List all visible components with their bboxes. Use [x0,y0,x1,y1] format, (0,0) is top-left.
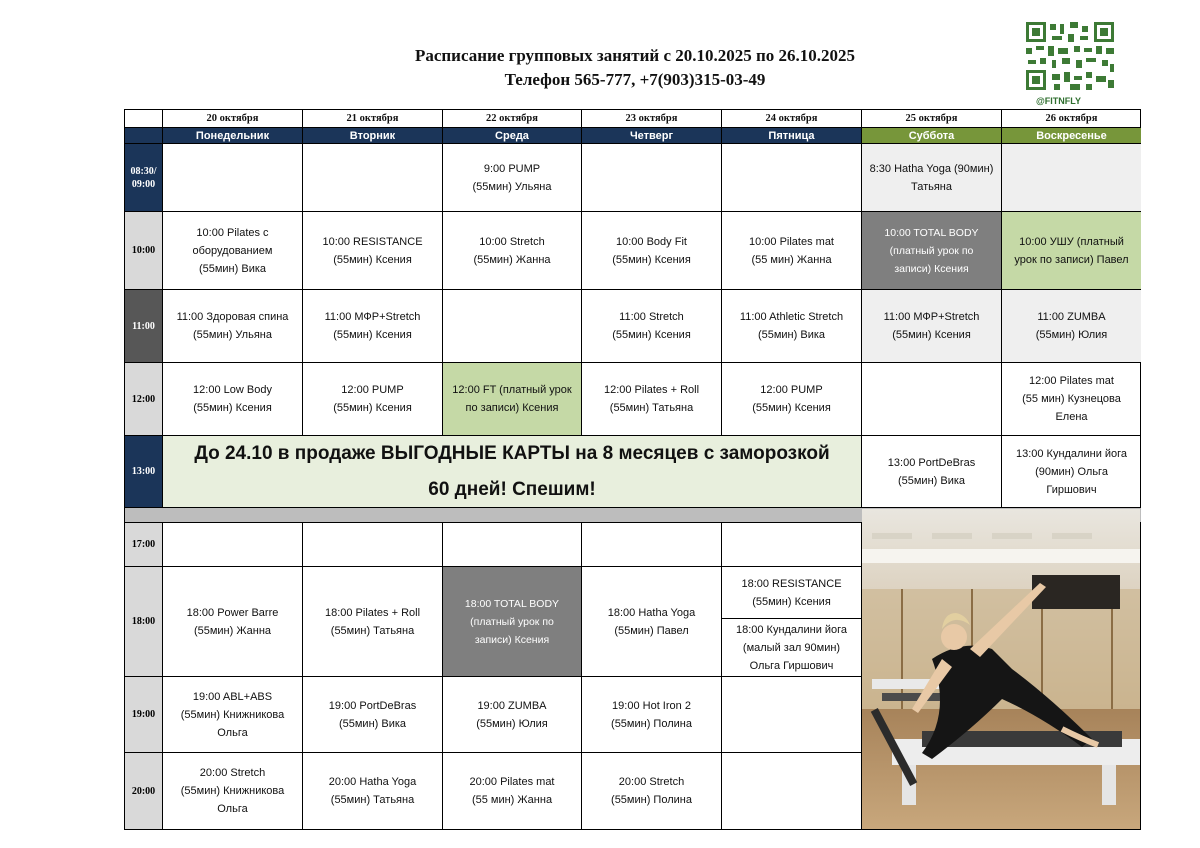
class-cell: 10:00 Stretch (55мин) Жанна [443,212,582,290]
class-cell: 11:00 МФР+Stretch (55мин) Ксения [862,290,1002,363]
class-cell: 20:00 Pilates mat (55 мин) Жанна [443,753,582,829]
time-1300: 13:00 [125,436,163,508]
date-header-thu: 23 октября [582,110,722,128]
date-header-mon: 20 октября [163,110,303,128]
class-cell-paid: 10:00 TOTAL BODY (платный урок по записи) Ксения [862,212,1002,290]
class-cell: 19:00 Hot Iron 2 (55мин) Полина [582,677,722,753]
class-cell: 8:30 Hatha Yoga (90мин) Татьяна [862,144,1002,212]
date-from: 20.10.2025 [675,46,752,65]
class-cell [1002,144,1141,212]
class-cell-paid: 18:00 TOTAL BODY (платный урок по записи) Ксения [443,567,582,677]
date-to: 26.10.2025 [778,46,856,65]
class-cell: 20:00 Stretch (55мин) Книжникова Ольга [163,753,303,829]
class-cell: 11:00 ZUMBA (55мин) Юлия [1002,290,1141,363]
date-header-wed: 22 октября [443,110,582,128]
pilates-reformer-photo [862,509,1140,829]
class-cell: 12:00 PUMP (55мин) Ксения [722,363,862,436]
class-cell: 11:00 МФР+Stretch (55мин) Ксения [303,290,443,363]
time-1700: 17:00 [125,523,163,567]
class-cell [163,144,303,212]
day-header-tue: Вторник [303,128,443,144]
class-cell [443,290,582,363]
class-cell [582,144,722,212]
time-2000: 20:00 [125,753,163,829]
day-header-thu: Четверг [582,128,722,144]
class-cell: 20:00 Hatha Yoga (55мин) Татьяна [303,753,443,829]
qr-code-icon [1024,20,1116,92]
class-cell [163,523,303,567]
class-cell: 12:00 PUMP (55мин) Ксения [303,363,443,436]
class-cell [582,523,722,567]
class-cell: 11:00 Athletic Stretch (55мин) Вика [722,290,862,363]
title-mid: по [756,46,775,65]
day-header-wed: Среда [443,128,582,144]
promo-banner: До 24.10 в продаже ВЫГОДНЫЕ КАРТЫ на 8 месяцев с заморозкой 60 дней! Спешим! [163,436,862,508]
class-cell: 10:00 Pilates mat (55 мин) Жанна [722,212,862,290]
day-corner [125,128,163,144]
class-cell [722,523,862,567]
class-cell: 19:00 ABL+ABS (55мин) Книжникова Ольга [163,677,303,753]
date-header-fri: 24 октября [722,110,862,128]
phone-line: Телефон 565-777, +7(903)315-03-49 [504,70,766,89]
class-cell: 18:00 Pilates + Roll (55мин) Татьяна [303,567,443,677]
class-cell [722,677,862,753]
class-cell: 13:00 Кундалини йога (90мин) Ольга Гиршович [1002,436,1141,508]
title-line-1 [300,44,970,68]
social-handle: @FITNFLY [1036,96,1081,106]
class-cell [303,523,443,567]
day-header-mon: Понедельник [163,128,303,144]
class-cell: 10:00 Pilates с оборудованием (55мин) Вика [163,212,303,290]
class-cell: 18:00 Hatha Yoga (55мин) Павел [582,567,722,677]
schedule-grid [124,109,1141,830]
date-header-sat: 25 октября [862,110,1002,128]
class-cell [303,144,443,212]
class-cell: 12:00 Low Body (55мин) Ксения [163,363,303,436]
class-cell [722,753,862,829]
class-cell: 19:00 PortDeBras (55мин) Вика [303,677,443,753]
time-1800: 18:00 [125,567,163,677]
time-1100: 11:00 [125,290,163,363]
day-header-sun: Воскресенье [1002,128,1141,144]
time-1900: 19:00 [125,677,163,753]
class-cell: 20:00 Stretch (55мин) Полина [582,753,722,829]
day-header-sat: Суббота [862,128,1002,144]
class-cell: 18:00 Кундалини йога (малый зал 90мин) Ольга Гиршович [722,619,862,677]
class-cell [862,363,1002,436]
time-1000: 10:00 [125,212,163,290]
corner-cell [125,110,163,128]
date-header-sun: 26 октября [1002,110,1141,128]
class-cell: 9:00 PUMP (55мин) Ульяна [443,144,582,212]
time-0830: 08:30/ 09:00 [125,144,163,212]
class-cell-paid: 10:00 УШУ (платный урок по записи) Павел [1002,212,1141,290]
class-cell: 19:00 ZUMBA (55мин) Юлия [443,677,582,753]
class-cell: 13:00 PortDeBras (55мин) Вика [862,436,1002,508]
class-cell: 18:00 Power Barre (55мин) Жанна [163,567,303,677]
class-cell: 10:00 Body Fit (55мин) Ксения [582,212,722,290]
class-cell: 10:00 RESISTANCE (55мин) Ксения [303,212,443,290]
time-1200: 12:00 [125,363,163,436]
class-cell: 18:00 RESISTANCE (55мин) Ксения [722,567,862,619]
date-header-tue: 21 октября [303,110,443,128]
class-cell: 11:00 Здоровая спина (55мин) Ульяна [163,290,303,363]
schedule-title [300,44,970,92]
class-cell: 11:00 Stretch (55мин) Ксения [582,290,722,363]
title-prefix: Расписание групповых занятий с [414,46,671,65]
class-cell [722,144,862,212]
day-header-fri: Пятница [722,128,862,144]
class-cell-paid: 12:00 FT (платный урок по записи) Ксения [443,363,582,436]
class-cell: 12:00 Pilates mat (55 мин) Кузнецова Елена [1002,363,1141,436]
class-cell: 12:00 Pilates + Roll (55мин) Татьяна [582,363,722,436]
class-cell [443,523,582,567]
